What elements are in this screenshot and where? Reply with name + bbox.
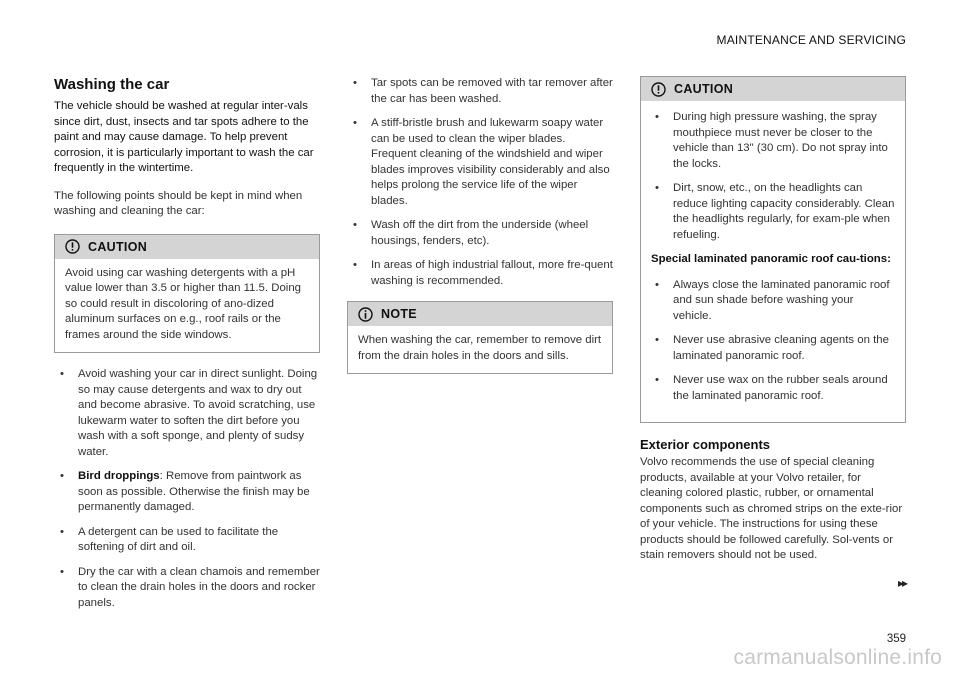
list-item: • Dry the car with a clean chamois and remember to clean the drain holes in the doors and rocker panels. — [54, 565, 320, 612]
roof-caution-list — [651, 278, 895, 405]
page-number: 359 — [886, 633, 906, 645]
roof-cautions-subhead: Special laminated panoramic roof cau-tions: — [651, 253, 891, 265]
page-title: Washing the car — [54, 76, 170, 93]
list-item: • Tar spots can be removed with tar remover after the car has been washed. — [347, 76, 613, 107]
list-item: • A detergent can be used to facilitate the softening of dirt and oil. — [54, 525, 320, 556]
list-item: • Never use abrasive cleaning agents on the laminated panoramic roof. — [651, 333, 895, 364]
caution-header — [55, 235, 319, 259]
caution-label: CAUTION — [674, 82, 734, 96]
note-box — [347, 301, 613, 374]
list-item: • Wash off the dirt from the underside (wheel housings, fenders, etc). — [347, 218, 613, 249]
pressure-caution-list — [651, 110, 895, 243]
column-1 — [54, 76, 320, 620]
caution-box-pressure — [640, 76, 906, 423]
caution-header — [641, 77, 905, 101]
column-2 — [347, 76, 613, 374]
note-text: When washing the car, remember to remove dirt from the drain holes in the doors and sills. — [358, 334, 602, 362]
list-item: • Always close the laminated panoramic roof and sun shade before washing your vehicle. — [651, 278, 895, 325]
info-icon — [358, 307, 373, 322]
caution-box-ph — [54, 234, 320, 354]
list-item: • During high pressure washing, the spray mouthpiece must never be closer to the vehicle than 13" (30 cm). Do not spray into the locks. — [651, 110, 895, 172]
note-header — [348, 302, 612, 326]
caution-text: Avoid using car washing detergents with a pH value lower than 3.5 or higher than 11.5. Doing so could result in discoloring of ano-dized aluminum surfaces on e.g., roof rails or the frames around the side windows. — [65, 266, 301, 341]
list-item: • Avoid washing your car in direct sunlight. Doing so may cause detergents and wax to dry out and become abrasive. To avoid scratching, use lukewarm water to soften the dirt before you wash with a soft sponge, and plenty of sudsy water. — [54, 367, 320, 460]
intro-paragraph: The vehicle should be washed at regular inter-vals since dirt, dust, insects and tar spots adhere to the paint and may cause damage. To help prevent corrosion, it is particularly important to wash the car frequently in the wintertime. — [54, 100, 314, 174]
caution-warning-icon — [651, 82, 666, 97]
section-header: MAINTENANCE AND SERVICING — [716, 33, 906, 47]
continue-arrows-icon: ▸▸ — [897, 576, 906, 590]
exterior-components-heading: Exterior components — [640, 437, 771, 452]
list-item: • Dirt, snow, etc., on the headlights can reduce lighting capacity considerably. Clean the headlights regularly, for exam-ple when refueling. — [651, 181, 895, 243]
caution-warning-icon — [65, 239, 80, 254]
list-item: • Never use wax on the rubber seals around the laminated panoramic roof. — [651, 373, 895, 404]
note-label: NOTE — [381, 307, 417, 321]
list-item: • Bird droppings: Remove from paintwork as soon as possible. Otherwise the finish may be permanently damaged. — [54, 469, 320, 516]
watermark: carmanualsonline.info — [733, 646, 942, 669]
exterior-components-text: Volvo recommends the use of special cleaning products, available at your Volvo retailer, for cleaning colored plastic, rubber, or ornamental components such as chromed strips on the exte-rior of your vehicle. The instructions for using these products should be followed carefully. Sol-vents or stain removers should not be used. — [640, 456, 903, 561]
keep-in-mind-paragraph: The following points should be kept in mind when washing and cleaning the car: — [54, 189, 303, 217]
caution-label: CAUTION — [88, 239, 148, 254]
bird-droppings-term: Bird droppings — [78, 470, 160, 482]
cleaning-tips-list — [347, 76, 613, 289]
column-3 — [640, 76, 906, 564]
list-item: • A stiff-bristle brush and lukewarm soapy water can be used to clean the wiper blades. Frequent cleaning of the windshield and wiper blades improves visibility considerably and also helps prolong the service life of the wiper blades. — [347, 116, 613, 209]
list-item: • In areas of high industrial fallout, more fre-quent washing is recommended. — [347, 258, 613, 289]
washing-tips-list — [54, 367, 320, 611]
caution-body — [641, 101, 905, 422]
